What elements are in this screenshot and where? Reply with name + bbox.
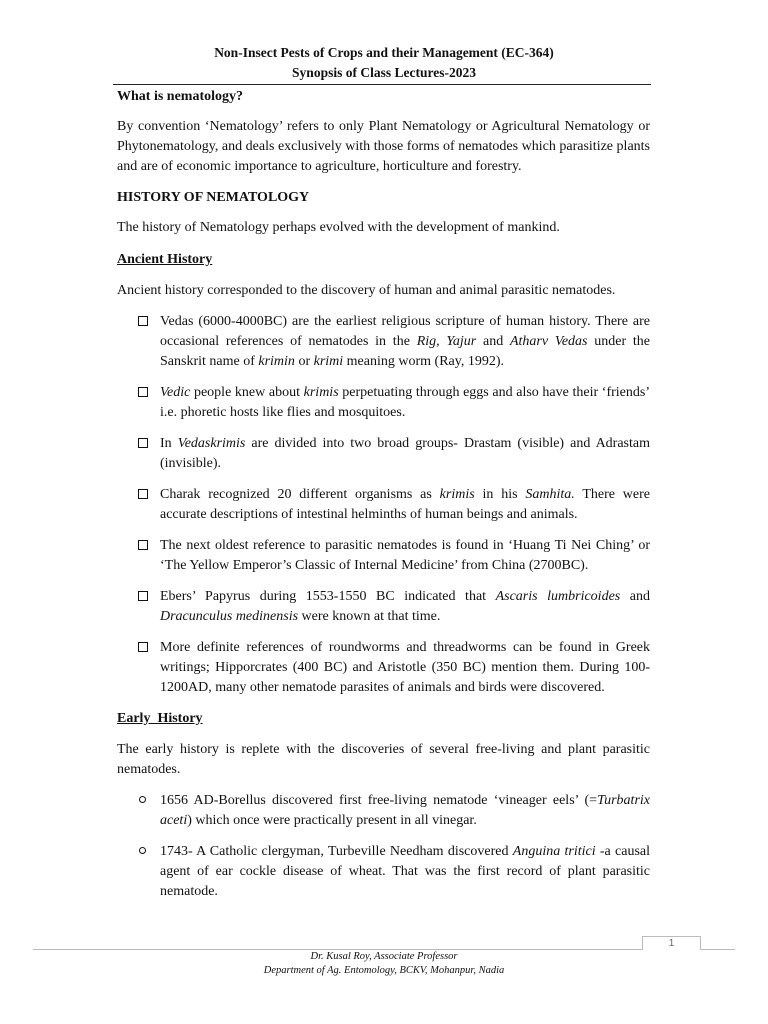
ancient-bullet-list — [117, 312, 650, 698]
checkbox-bullet-icon — [138, 438, 148, 448]
header-rule — [113, 84, 651, 85]
document-body — [117, 87, 650, 913]
ancient-intro: Ancient history corresponded to the discovery of human and animal parasitic nematodes. — [117, 283, 616, 298]
checkbox-bullet-icon — [138, 540, 148, 550]
list-item: 1656 AD-Borellus discovered first free-living nematode ‘vineager eels’ (=Turbatrix aceti) which once were practically present in all vinegar. — [117, 791, 650, 831]
document-header — [117, 43, 651, 83]
ancient-heading: Ancient History — [117, 252, 213, 267]
checkbox-bullet-icon — [138, 489, 148, 499]
department-line: Department of Ag. Entomology, BCKV, Mohanpur, Nadia — [263, 965, 505, 976]
history-intro: The history of Nematology perhaps evolved with the development of mankind. — [117, 220, 560, 235]
list-item: 1743- A Catholic clergyman, Turbeville Needham discovered Anguina tritici -a causal agent of ear cockle disease of wheat. That was the first record of plant parasitic nematode. — [117, 842, 650, 902]
circle-bullet-icon — [139, 847, 146, 854]
early-heading: Early History — [117, 711, 203, 726]
author-line: Dr. Kusal Roy, Associate Professor — [310, 951, 458, 962]
list-item: More definite references of roundworms and threadworms can be found in Greek writings; Hipporcrates (400 BC) and Aristotle (350 BC) mention them. During 100-1200AD, many other nematode parasites of animals and birds were discovered. — [117, 638, 650, 698]
question-title: What is nematology? — [117, 89, 243, 104]
list-item: Charak recognized 20 different organisms as krimis in his Samhita. There were accurate descriptions of intestinal helminths of human beings and animals. — [117, 485, 650, 525]
intro-paragraph: By convention ‘Nematology’ refers to only Plant Nematology or Agricultural Nematology or Phytonematology, and deals exclusively with those forms of nematodes which parasitize plants and are of economic importance to agriculture, horticulture and forestry. — [117, 119, 650, 174]
early-intro: The early history is replete with the discoveries of several free-living and plant parasitic nematodes. — [117, 742, 650, 777]
course-title: Non-Insect Pests of Crops and their Management (EC-364) — [214, 45, 554, 60]
checkbox-bullet-icon — [138, 316, 148, 326]
circle-bullet-icon — [139, 796, 146, 803]
history-heading: HISTORY OF NEMATOLOGY — [117, 190, 310, 205]
page-number: 1 — [642, 936, 701, 950]
checkbox-bullet-icon — [138, 591, 148, 601]
checkbox-bullet-icon — [138, 387, 148, 397]
synopsis-title: Synopsis of Class Lectures-2023 — [292, 65, 476, 80]
list-item: Vedas (6000-4000BC) are the earliest religious scripture of human history. There are occasional references of nematodes in the Rig, Yajur and Atharv Vedas under the Sanskrit name of krimin or krimi meaning worm (Ray, 1992). — [117, 312, 650, 372]
list-item: Vedic people knew about krimis perpetuating through eggs and also have their ‘friends’ i.e. phoretic hosts like flies and mosquitoes. — [117, 383, 650, 423]
list-item: The next oldest reference to parasitic nematodes is found in ‘Huang Ti Nei Ching’ or ‘The Yellow Emperor’s Classic of Internal Medicine’ from China (2700BC). — [117, 536, 650, 576]
checkbox-bullet-icon — [138, 642, 148, 652]
list-item: Ebers’ Papyrus during 1553-1550 BC indicated that Ascaris lumbricoides and Dracunculus medinensis were known at that time. — [117, 587, 650, 627]
list-item: In Vedaskrimis are divided into two broad groups- Drastam (visible) and Adrastam (invisible). — [117, 434, 650, 474]
early-bullet-list — [117, 791, 650, 902]
document-footer — [117, 950, 651, 978]
